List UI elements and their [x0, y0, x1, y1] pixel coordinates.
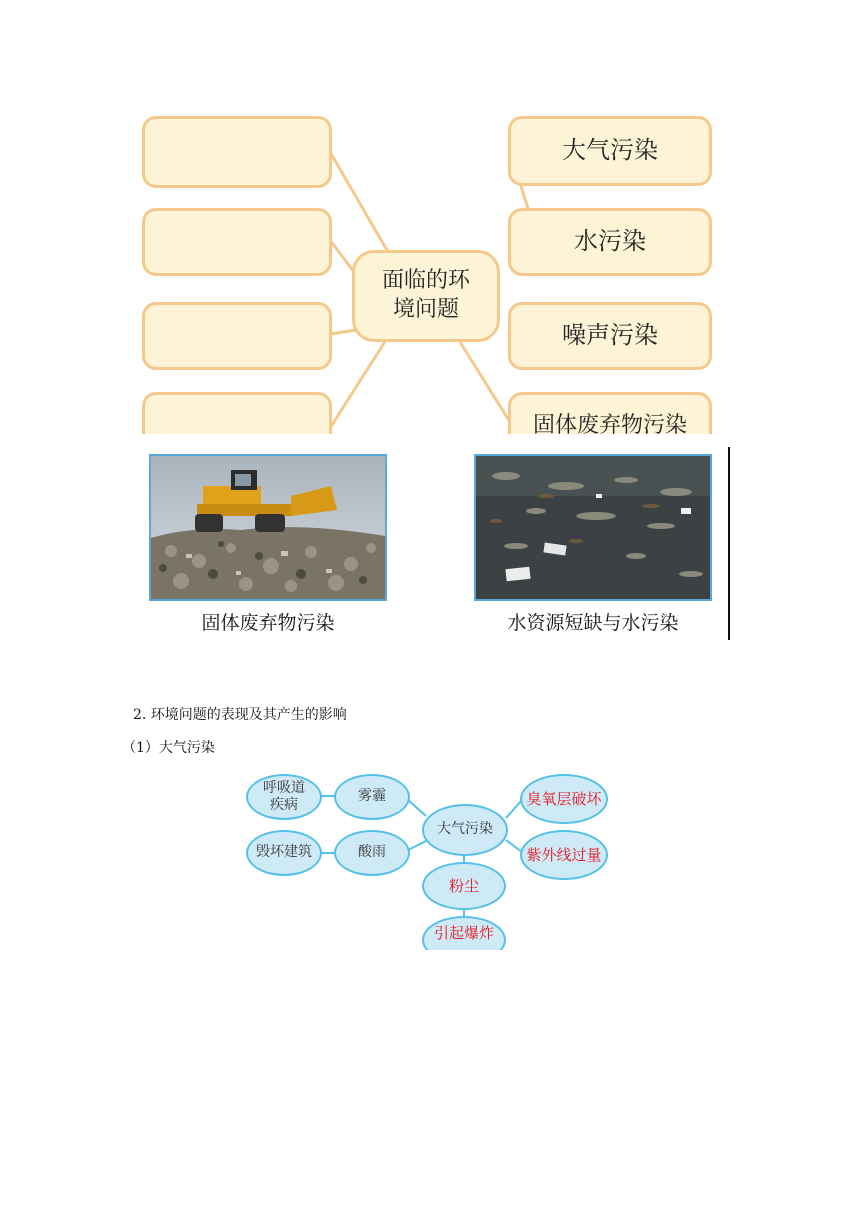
section-subheading: （1）大气污染: [122, 740, 215, 756]
mindmap-noise-pollution: 噪声污染: [508, 302, 712, 370]
mindmap-air-pollution: 大气污染: [508, 116, 712, 186]
mindmap-empty-box-4: [142, 392, 332, 434]
mindmap-empty-box-2: [142, 208, 332, 276]
mindmap-solid-waste-pollution: 固体废弃物污染: [508, 392, 712, 434]
bubble-explosion: 引起爆炸: [422, 916, 506, 950]
bubble-respiratory-disease: 呼吸道疾病: [246, 774, 322, 820]
section-heading: 2. 环境问题的表现及其产生的影响: [133, 707, 347, 723]
mindmap-empty-box-3: [142, 302, 332, 370]
bubble-building-damage: 毁坏建筑: [246, 830, 322, 876]
polluted-water-photo: [474, 454, 712, 601]
bubble-ozone-depletion: 臭氧层破坏: [520, 774, 608, 824]
bubble-acid-rain: 酸雨: [334, 830, 410, 876]
vertical-divider-line: [728, 447, 730, 640]
water-photo-caption: 水资源短缺与水污染: [507, 612, 679, 634]
bubble-excess-ultraviolet: 紫外线过量: [520, 830, 608, 880]
bubble-air-pollution-center: 大气污染: [422, 804, 508, 856]
air-pollution-bubble-diagram: [240, 768, 620, 950]
mindmap-empty-box-1: [142, 116, 332, 188]
environment-problems-mindmap: [130, 112, 730, 434]
bubble-dust: 粉尘: [422, 862, 506, 910]
mindmap-water-pollution: 水污染: [508, 208, 712, 276]
mindmap-center-topic: 面临的环境问题: [352, 250, 500, 342]
landfill-bulldozer-photo: [149, 454, 387, 601]
bubble-smog: 雾霾: [334, 774, 410, 820]
landfill-photo-caption: 固体废弃物污染: [201, 612, 335, 634]
